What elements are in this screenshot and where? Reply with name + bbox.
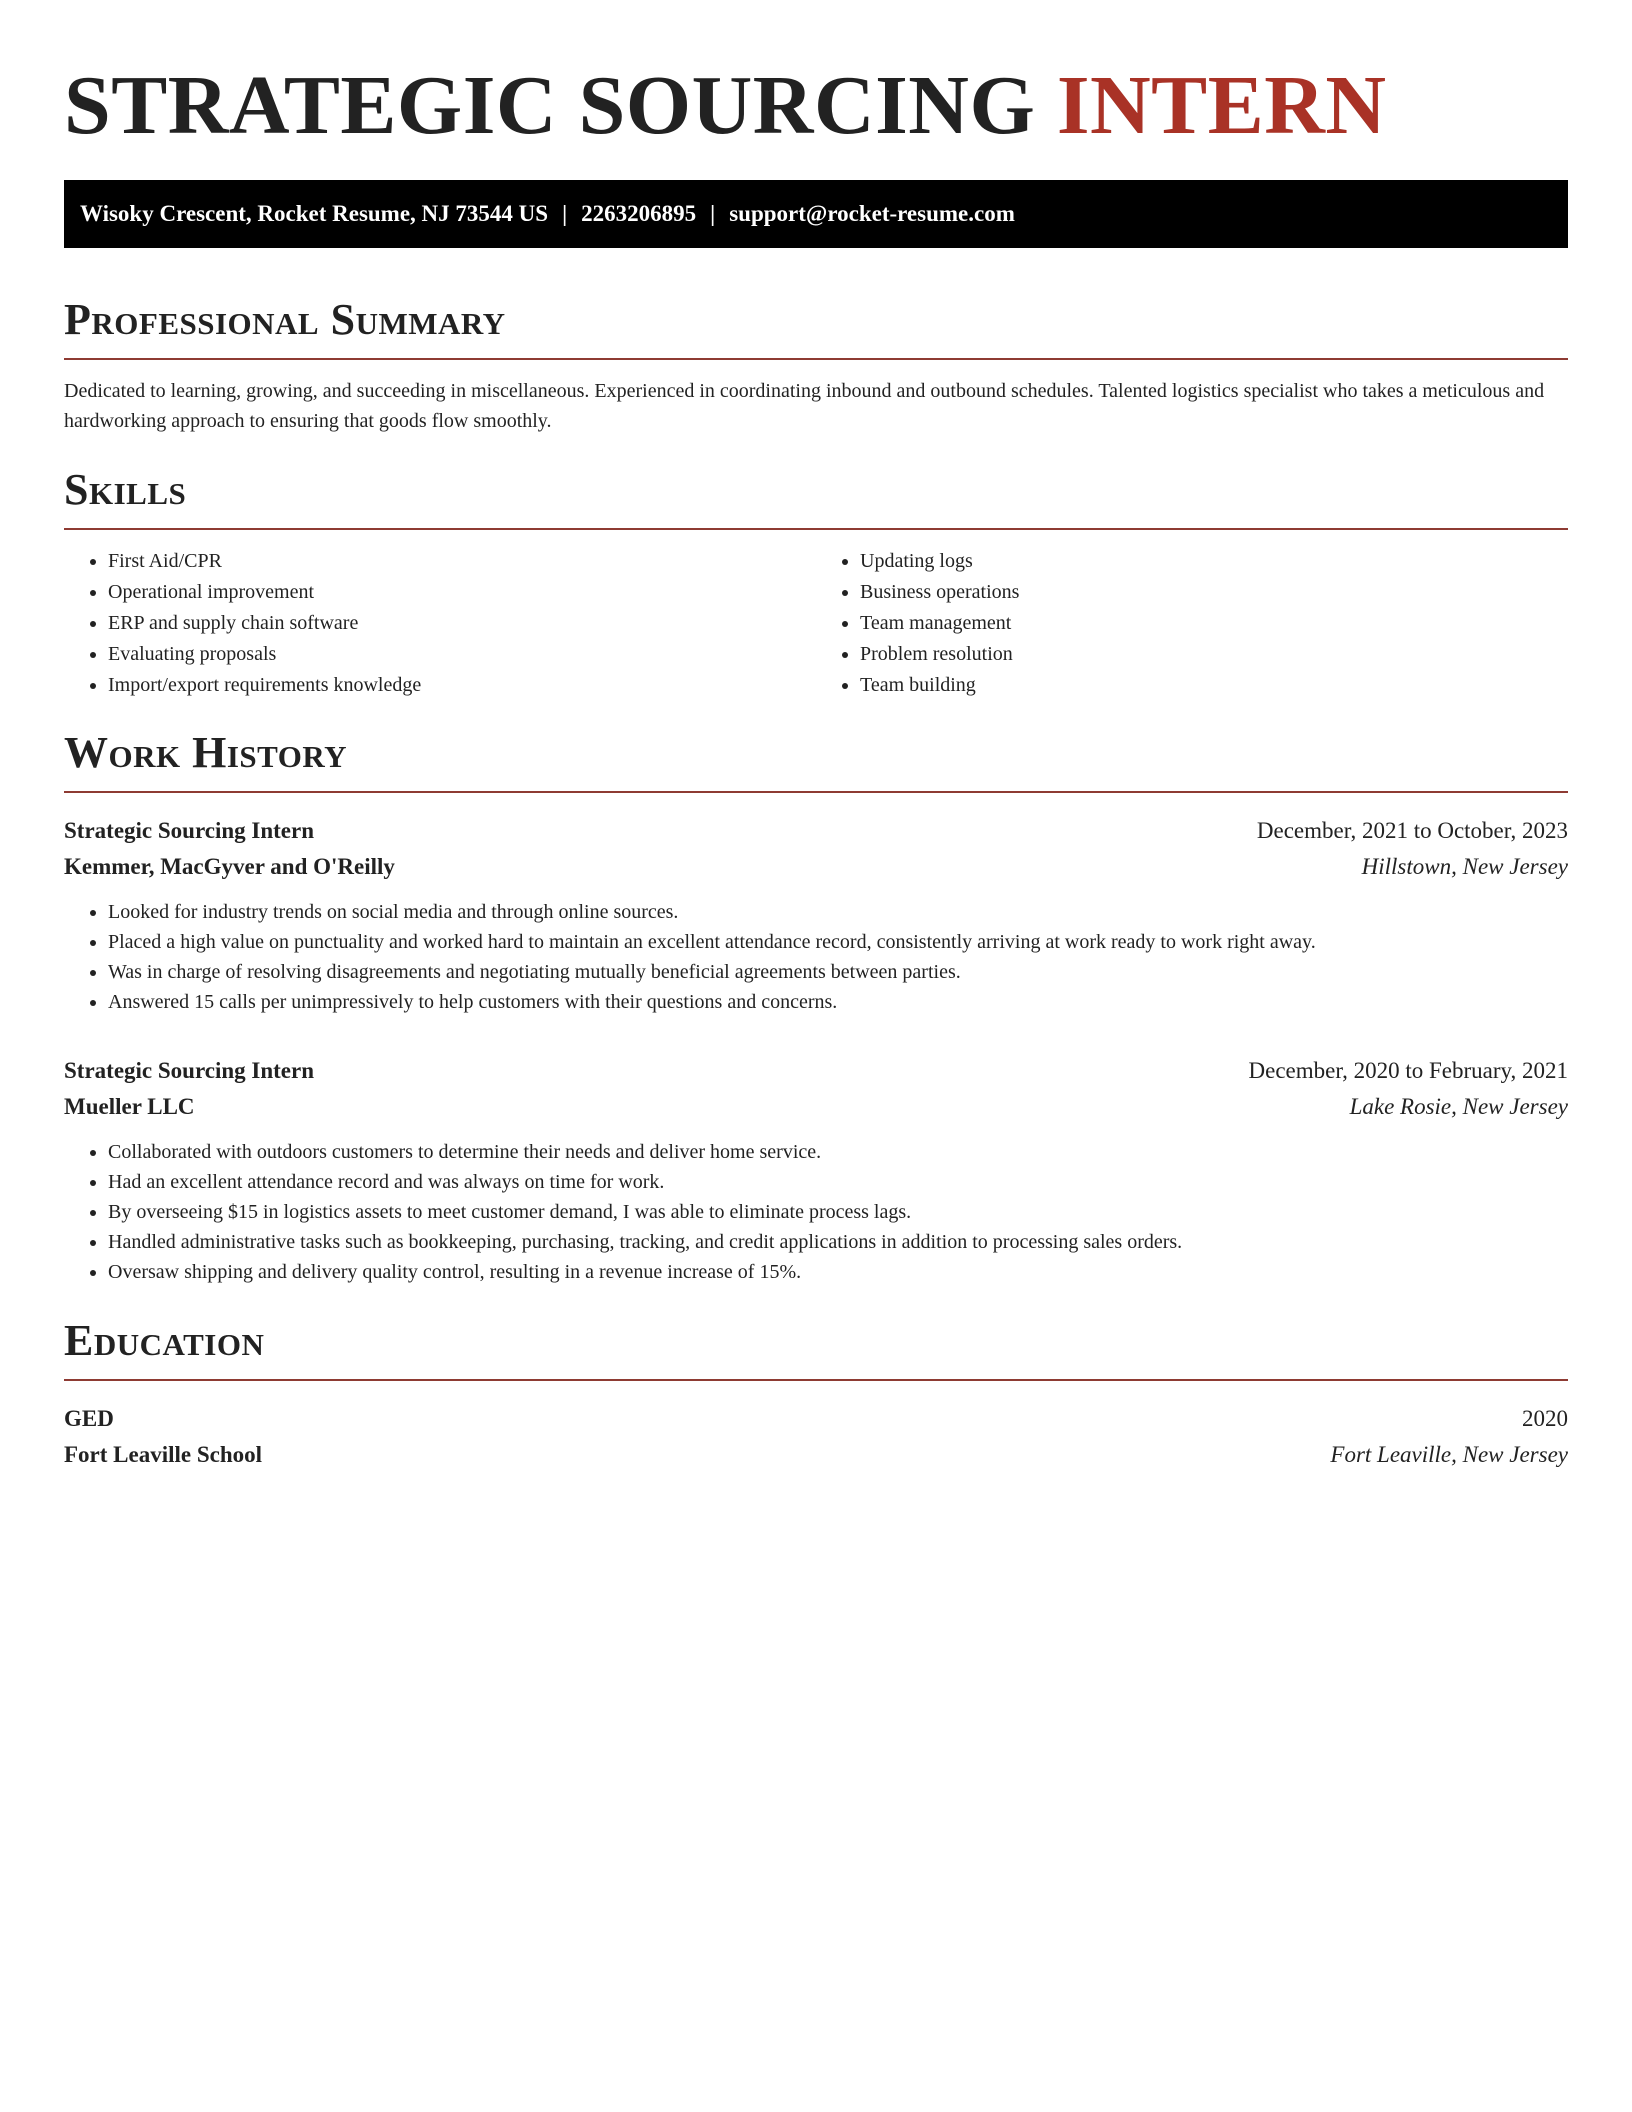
job-bullet: • Handled administrative tasks such as bookkeeping, purchasing, tracking, and credit applications in addition to processing sales orders. — [108, 1227, 1568, 1257]
skills-list-right — [816, 546, 1568, 701]
job-bullet: • Answered 15 calls per unimpressively to help customers with their questions and concerns. — [108, 987, 1568, 1017]
contact-email: support@rocket-resume.com — [729, 201, 1015, 226]
contact-address: Wisoky Crescent, Rocket Resume, NJ 73544 US — [80, 201, 549, 226]
job-location: Lake Rosie, New Jersey — [1349, 1094, 1568, 1119]
job-title: Strategic Sourcing Intern — [64, 818, 315, 843]
job-header-row — [64, 1053, 1568, 1089]
work-history-section — [64, 727, 1568, 1287]
job-company-row — [64, 1089, 1568, 1125]
job-bullet: • By overseeing $15 in logistics assets to meet customer demand, I was able to eliminate process lags. — [108, 1197, 1568, 1227]
job-bullet: • Was in charge of resolving disagreements and negotiating mutually beneficial agreements between parties. — [108, 957, 1568, 987]
job-bullet: • Oversaw shipping and delivery quality control, resulting in a revenue increase of 15%. — [108, 1257, 1568, 1287]
job-entry — [64, 1053, 1568, 1287]
skill-item: • Import/export requirements knowledge — [108, 670, 816, 701]
summary-heading: Professional Summary — [64, 295, 506, 344]
job-bullets — [64, 897, 1568, 1017]
contact-phone: 2263206895 — [581, 201, 697, 226]
skill-item: • Evaluating proposals — [108, 639, 816, 670]
contact-separator: | — [562, 201, 568, 226]
skill-item: • Business operations — [860, 577, 1568, 608]
skill-item: • Problem resolution — [860, 639, 1568, 670]
skill-item: • Operational improvement — [108, 577, 816, 608]
resume-title — [64, 56, 1568, 156]
skills-list-left — [64, 546, 816, 701]
education-heading: Education — [64, 1316, 265, 1365]
education-degree-row — [64, 1401, 1568, 1437]
job-header-row — [64, 813, 1568, 849]
job-title: Strategic Sourcing Intern — [64, 1058, 315, 1083]
education-location: Fort Leaville, New Jersey — [1330, 1442, 1568, 1467]
education-section — [64, 1315, 1568, 1473]
summary-text: Dedicated to learning, growing, and succeeding in miscellaneous. Experienced in coordinating inbound and outbound schedules. Talented logistics specialist who takes a meticulous and hardworking approach to ensuring that goods flow smoothly. — [64, 380, 1545, 432]
section-divider — [64, 1379, 1568, 1381]
section-divider — [64, 528, 1568, 530]
job-company-row — [64, 849, 1568, 885]
education-school: Fort Leaville School — [64, 1442, 263, 1467]
job-dates: December, 2021 to October, 2023 — [1256, 818, 1568, 843]
title-main: STRATEGIC SOURCING — [64, 59, 1036, 152]
job-bullet: • Collaborated with outdoors customers to determine their needs and deliver home service. — [108, 1137, 1568, 1167]
skills-grid — [64, 546, 1568, 701]
skill-item: • Team building — [860, 670, 1568, 701]
section-divider — [64, 358, 1568, 360]
skill-item: • Updating logs — [860, 546, 1568, 577]
education-school-row — [64, 1437, 1568, 1473]
section-divider — [64, 791, 1568, 793]
contact-bar — [64, 180, 1568, 248]
job-bullet: • Had an excellent attendance record and was always on time for work. — [108, 1167, 1568, 1197]
job-entry — [64, 813, 1568, 1017]
skill-item: • Team management — [860, 608, 1568, 639]
job-bullet: • Placed a high value on punctuality and worked hard to maintain an excellent attendance record, consistently arriving at work ready to work right away. — [108, 927, 1568, 957]
job-location: Hillstown, New Jersey — [1361, 854, 1568, 879]
contact-separator: | — [710, 201, 716, 226]
job-bullets — [64, 1137, 1568, 1287]
education-year: 2020 — [1522, 1406, 1568, 1431]
skills-heading: Skills — [64, 465, 187, 514]
job-bullet: • Looked for industry trends on social media and through online sources. — [108, 897, 1568, 927]
work-history-heading: Work History — [64, 728, 348, 777]
job-company: Kemmer, MacGyver and O'Reilly — [64, 854, 395, 879]
job-company: Mueller LLC — [64, 1094, 195, 1119]
education-entry — [64, 1401, 1568, 1473]
title-accent: INTERN — [1056, 59, 1387, 152]
education-degree: GED — [64, 1406, 114, 1431]
skill-item: • ERP and supply chain software — [108, 608, 816, 639]
skill-item: • First Aid/CPR — [108, 546, 816, 577]
summary-section — [64, 294, 1568, 436]
skills-section — [64, 464, 1568, 701]
job-dates: December, 2020 to February, 2021 — [1248, 1058, 1568, 1083]
